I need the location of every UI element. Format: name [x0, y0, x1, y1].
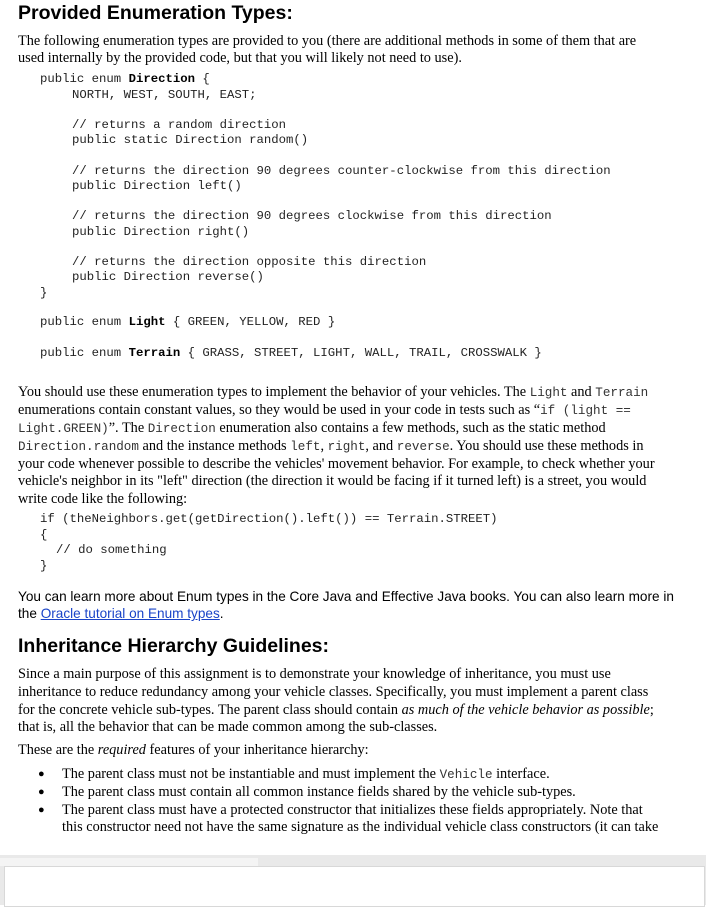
- example-code-open-brace: {: [40, 528, 48, 542]
- keyword-text: public enum: [40, 346, 129, 360]
- text: enumerations contain constant values, so they would be used in your code in tests such as “: [18, 402, 541, 418]
- enum-name: Terrain: [128, 346, 181, 360]
- code-comment: // returns a random direction: [72, 118, 287, 132]
- usage-line-6: vehicle's neighbor in its "left" direction (the direction it would be facing if it turned left) is a street, you would: [18, 473, 647, 489]
- terrain-enum-declaration: [40, 346, 542, 360]
- usage-line-4: [18, 438, 690, 455]
- inline-code: left: [290, 440, 321, 454]
- section-heading-enumeration-types: Provided Enumeration Types:: [18, 2, 293, 24]
- learn-more-line-2: [18, 606, 224, 621]
- enum-intro-line-2: used internally by the provided code, but that you will likely not need to use).: [18, 50, 462, 66]
- list-item-continuation: this constructor need not have the same signature as the individual vehicle class constructors (it can take: [62, 819, 659, 835]
- inline-code: reverse: [396, 440, 450, 454]
- light-enum-declaration: [40, 315, 335, 329]
- enum-name: Direction: [128, 72, 195, 86]
- text: ,: [320, 438, 328, 454]
- bullet-icon: ●: [38, 804, 45, 816]
- inline-code: Direction.random: [18, 440, 139, 454]
- text: .: [219, 606, 224, 621]
- enum-name: Light: [128, 315, 166, 329]
- keyword-text: public enum: [40, 72, 129, 86]
- direction-enum-declaration: [40, 72, 210, 86]
- next-page-edge: [4, 866, 705, 907]
- usage-line-7: write code like the following:: [18, 491, 188, 507]
- text: ;: [649, 702, 654, 718]
- enum-values: { GREEN, YELLOW, RED }: [165, 315, 336, 329]
- learn-more-line-1: You can learn more about Enum types in the Core Java and Effective Java books. You can also learn more in: [18, 589, 674, 604]
- method-signature: public static Direction random(): [72, 133, 309, 147]
- text: and the instance methods: [138, 438, 291, 454]
- inheritance-para-line-2: inheritance to reduce redundancy among your vehicle classes. Specifically, you must implement a parent class: [18, 684, 649, 700]
- example-code-comment: // do something: [56, 543, 167, 557]
- enum-values: { GRASS, STREET, LIGHT, WALL, TRAIL, CROSSWALK }: [180, 346, 542, 360]
- text: The parent class must not be instantiable and must implement the: [62, 766, 440, 782]
- oracle-enum-tutorial-link[interactable]: Oracle tutorial on Enum types: [40, 606, 220, 621]
- inline-code: Vehicle: [439, 768, 493, 782]
- bullet-icon: ●: [38, 786, 45, 798]
- text: enumeration also contains a few methods, such as the static method: [215, 420, 606, 436]
- page-break-highlight: [0, 858, 258, 866]
- text: . You should use these methods in: [449, 438, 644, 454]
- inheritance-para-line-4: that is, all the behavior that can be made common among the sub-classes.: [18, 719, 438, 735]
- brace-text: {: [194, 72, 210, 86]
- inline-code: if (light ==: [540, 404, 631, 418]
- emphasis-text: required: [97, 742, 146, 758]
- text: and: [567, 384, 596, 400]
- list-item: The parent class must contain all common instance fields shared by the vehicle sub-types.: [62, 784, 576, 800]
- usage-line-3: [18, 420, 690, 437]
- text: , and: [365, 438, 397, 454]
- code-comment: // returns the direction 90 degrees clockwise from this direction: [72, 209, 552, 223]
- emphasis-text: as much of the vehicle behavior as possible: [401, 702, 650, 718]
- keyword-text: public enum: [40, 315, 129, 329]
- list-item: The parent class must have a protected constructor that initializes these fields appropriately. Note that: [62, 802, 643, 818]
- direction-enum-values: NORTH, WEST, SOUTH, EAST;: [72, 88, 257, 102]
- example-code-if: if (theNeighbors.get(getDirection().left()) == Terrain.STREET): [40, 512, 498, 526]
- enum-intro-line-1: The following enumeration types are provided to you (there are additional methods in some of them that are: [18, 33, 637, 49]
- method-signature: public Direction right(): [72, 225, 250, 239]
- code-comment: // returns the direction 90 degrees counter-clockwise from this direction: [72, 164, 611, 178]
- list-item: [62, 766, 550, 783]
- inheritance-para-line-1: Since a main purpose of this assignment is to demonstrate your knowledge of inheritance, you must use: [18, 666, 611, 682]
- required-features-intro: [18, 742, 690, 759]
- text: interface.: [492, 766, 550, 782]
- inline-code: Direction: [147, 422, 216, 436]
- example-code-close-brace: }: [40, 559, 48, 573]
- bullet-icon: ●: [38, 768, 45, 780]
- text: for the concrete vehicle sub-types. The parent class should contain: [18, 702, 402, 718]
- method-signature: public Direction reverse(): [72, 270, 264, 284]
- method-signature: public Direction left(): [72, 179, 242, 193]
- text: These are the: [18, 742, 98, 758]
- inline-code: Light: [529, 386, 568, 400]
- usage-line-5: your code whenever possible to describe the vehicles' movement behavior. For example, to check whether your: [18, 456, 655, 472]
- section-heading-inheritance: Inheritance Hierarchy Guidelines:: [18, 635, 330, 657]
- code-comment: // returns the direction opposite this direction: [72, 255, 427, 269]
- text: the: [18, 606, 41, 621]
- inline-code: Terrain: [595, 386, 649, 400]
- text: You should use these enumeration types to implement the behavior of your vehicles. The: [18, 384, 530, 400]
- usage-line-2: [18, 402, 690, 419]
- inheritance-para-line-3: [18, 702, 690, 719]
- closing-brace: }: [40, 286, 48, 300]
- inline-code: right: [327, 440, 366, 454]
- text: ”. The: [108, 420, 148, 436]
- inline-code: Light.GREEN): [18, 422, 109, 436]
- usage-line-1: [18, 384, 690, 401]
- text: features of your inheritance hierarchy:: [145, 742, 369, 758]
